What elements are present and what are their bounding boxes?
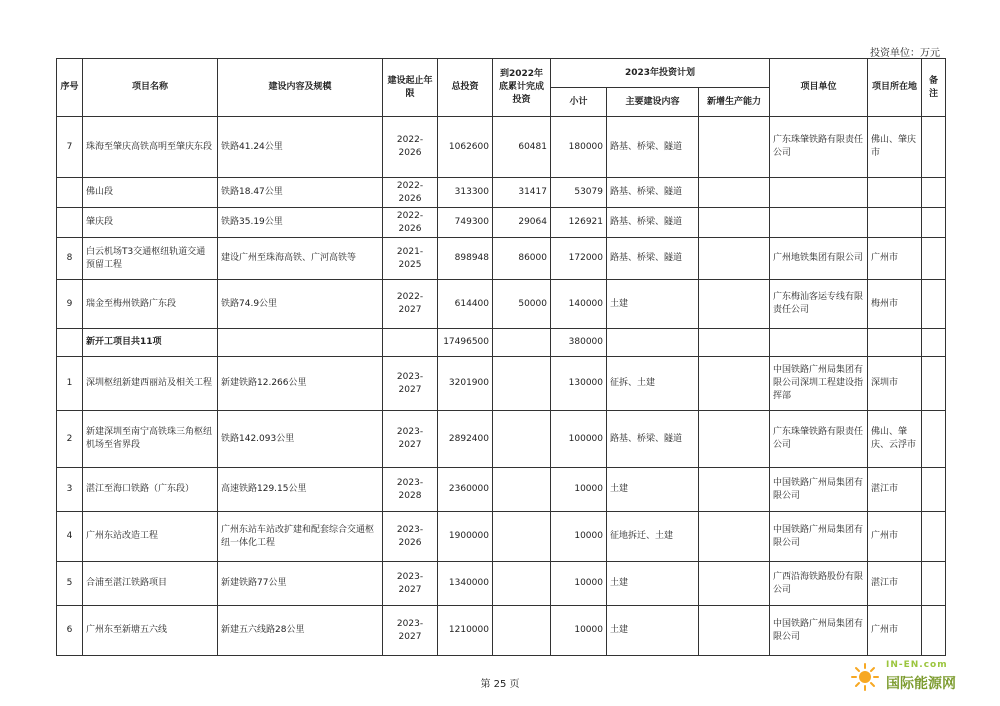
row-owner: 广东珠肇铁路有限责任公司: [770, 117, 868, 178]
row-content: 铁路41.24公里: [218, 117, 383, 178]
row-main-content: 路基、桥梁、隧道: [607, 178, 699, 208]
row-main-content: 土建: [607, 280, 699, 329]
row-remark: [922, 117, 946, 178]
row-period: 2023-2027: [383, 606, 438, 656]
row-total: 749300: [438, 208, 493, 238]
row-remark: [922, 280, 946, 329]
row-total: 614400: [438, 280, 493, 329]
row-done: [493, 468, 551, 512]
row-owner: 广东梅汕客运专线有限责任公司: [770, 280, 868, 329]
col-header-owner: 项目单位: [770, 59, 868, 117]
row-content: 广州东站车站改扩建和配套综合交通枢纽一体化工程: [218, 512, 383, 562]
table-row: [57, 238, 946, 280]
sun-logo-icon: [850, 662, 880, 692]
row-name: 佛山段: [83, 178, 218, 208]
row-name: 新开工项目共11项: [83, 329, 218, 357]
row-total: 1210000: [438, 606, 493, 656]
row-owner: [770, 178, 868, 208]
row-name: 合浦至湛江铁路项目: [83, 562, 218, 606]
col-header-done: 到2022年底累计完成投资: [493, 59, 551, 117]
row-no: 1: [57, 357, 83, 411]
row-subtotal: 10000: [551, 468, 607, 512]
row-owner: 中国铁路广州局集团有限公司: [770, 468, 868, 512]
row-period: 2022-2027: [383, 280, 438, 329]
col-header-location: 项目所在地: [868, 59, 922, 117]
row-content: 铁路18.47公里: [218, 178, 383, 208]
watermark-cn: 国际能源网: [886, 676, 956, 692]
row-remark: [922, 329, 946, 357]
row-period: [383, 329, 438, 357]
col-header-remark: 备注: [922, 59, 946, 117]
investment-table: [56, 58, 946, 656]
row-remark: [922, 411, 946, 468]
table-row: [57, 329, 946, 357]
row-done: [493, 411, 551, 468]
row-period: 2023-2027: [383, 411, 438, 468]
row-done: [493, 357, 551, 411]
row-owner: 中国铁路广州局集团有限公司: [770, 512, 868, 562]
row-no: 2: [57, 411, 83, 468]
table-body: [57, 117, 946, 656]
row-owner: 中国铁路广州局集团有限公司: [770, 606, 868, 656]
row-no: 6: [57, 606, 83, 656]
row-total: 1900000: [438, 512, 493, 562]
row-main-content: 土建: [607, 562, 699, 606]
row-remark: [922, 606, 946, 656]
row-name: 深圳枢纽新建西丽站及相关工程: [83, 357, 218, 411]
row-name: 湛江至海口铁路（广东段）: [83, 468, 218, 512]
row-subtotal: 380000: [551, 329, 607, 357]
row-total: 1062600: [438, 117, 493, 178]
table-row: [57, 411, 946, 468]
row-period: 2023-2026: [383, 512, 438, 562]
row-subtotal: 130000: [551, 357, 607, 411]
row-capacity: [699, 280, 770, 329]
col-header-name: 项目名称: [83, 59, 218, 117]
row-main-content: [607, 329, 699, 357]
row-name: 广州东站改造工程: [83, 512, 218, 562]
row-period: 2023-2028: [383, 468, 438, 512]
row-content: [218, 329, 383, 357]
row-location: 梅州市: [868, 280, 922, 329]
row-capacity: [699, 357, 770, 411]
row-location: 广州市: [868, 512, 922, 562]
row-location: [868, 178, 922, 208]
row-location: 佛山、肇庆、云浮市: [868, 411, 922, 468]
row-period: 2022-2026: [383, 208, 438, 238]
row-done: [493, 562, 551, 606]
row-capacity: [699, 178, 770, 208]
row-content: 建设广州至珠海高铁、广河高铁等: [218, 238, 383, 280]
row-remark: [922, 208, 946, 238]
table-row: [57, 468, 946, 512]
row-subtotal: 10000: [551, 562, 607, 606]
table-row: [57, 280, 946, 329]
row-name: 肇庆段: [83, 208, 218, 238]
row-period: 2021-2025: [383, 238, 438, 280]
row-owner: 广州地铁集团有限公司: [770, 238, 868, 280]
row-name: 瑞金至梅州铁路广东段: [83, 280, 218, 329]
row-no: 8: [57, 238, 83, 280]
row-main-content: 征地拆迁、土建: [607, 512, 699, 562]
row-name: 珠海至肇庆高铁高明至肇庆东段: [83, 117, 218, 178]
row-period: 2022-2026: [383, 178, 438, 208]
row-location: 广州市: [868, 238, 922, 280]
row-no: 7: [57, 117, 83, 178]
row-content: 高速铁路129.15公里: [218, 468, 383, 512]
row-name: 白云机场T3交通枢纽轨道交通预留工程: [83, 238, 218, 280]
col-header-content: 建设内容及规模: [218, 59, 383, 117]
row-main-content: 路基、桥梁、隧道: [607, 208, 699, 238]
row-content: 铁路142.093公里: [218, 411, 383, 468]
col-header-total: 总投资: [438, 59, 493, 117]
row-done: 29064: [493, 208, 551, 238]
row-no: [57, 178, 83, 208]
row-name: 广州东至新塘五六线: [83, 606, 218, 656]
table-row: [57, 512, 946, 562]
row-capacity: [699, 117, 770, 178]
row-content: 新建五六线路28公里: [218, 606, 383, 656]
table-row: [57, 178, 946, 208]
col-header-plan2023: 2023年投资计划: [551, 59, 770, 88]
table-row: [57, 208, 946, 238]
row-total: 1340000: [438, 562, 493, 606]
row-subtotal: 53079: [551, 178, 607, 208]
row-no: 9: [57, 280, 83, 329]
row-main-content: 征拆、土建: [607, 357, 699, 411]
row-remark: [922, 468, 946, 512]
watermark-logo: [850, 658, 980, 703]
row-no: [57, 329, 83, 357]
row-main-content: 路基、桥梁、隧道: [607, 117, 699, 178]
row-main-content: 路基、桥梁、隧道: [607, 238, 699, 280]
row-content: 铁路35.19公里: [218, 208, 383, 238]
table-row: [57, 117, 946, 178]
row-done: 50000: [493, 280, 551, 329]
row-owner: 中国铁路广州局集团有限公司深圳工程建设指挥部: [770, 357, 868, 411]
col-header-main-content: 主要建设内容: [607, 88, 699, 117]
row-capacity: [699, 606, 770, 656]
row-owner: [770, 208, 868, 238]
row-total: 3201900: [438, 357, 493, 411]
row-remark: [922, 357, 946, 411]
row-owner: 广东珠肇铁路有限责任公司: [770, 411, 868, 468]
row-subtotal: 140000: [551, 280, 607, 329]
col-header-subtotal: 小计: [551, 88, 607, 117]
row-location: 湛江市: [868, 468, 922, 512]
row-total: 2360000: [438, 468, 493, 512]
row-subtotal: 10000: [551, 606, 607, 656]
row-content: 新建铁路12.266公里: [218, 357, 383, 411]
row-location: 佛山、肇庆市: [868, 117, 922, 178]
table-row: [57, 562, 946, 606]
row-total: 898948: [438, 238, 493, 280]
row-subtotal: 180000: [551, 117, 607, 178]
row-no: 4: [57, 512, 83, 562]
row-owner: [770, 329, 868, 357]
row-remark: [922, 512, 946, 562]
row-no: [57, 208, 83, 238]
col-header-no: 序号: [57, 59, 83, 117]
page-number: 第 25 页: [480, 679, 520, 690]
row-main-content: 土建: [607, 468, 699, 512]
row-name: 新建深圳至南宁高铁珠三角枢纽机场至省界段: [83, 411, 218, 468]
row-period: 2022-2026: [383, 117, 438, 178]
row-done: [493, 329, 551, 357]
watermark-en: IN-EN.com: [886, 660, 948, 670]
row-capacity: [699, 468, 770, 512]
row-total: 2892400: [438, 411, 493, 468]
row-capacity: [699, 562, 770, 606]
row-location: 深圳市: [868, 357, 922, 411]
row-content: 新建铁路77公里: [218, 562, 383, 606]
row-done: 86000: [493, 238, 551, 280]
row-capacity: [699, 208, 770, 238]
row-subtotal: 126921: [551, 208, 607, 238]
row-capacity: [699, 512, 770, 562]
row-main-content: 土建: [607, 606, 699, 656]
row-total: 313300: [438, 178, 493, 208]
row-owner: 广西沿海铁路股份有限公司: [770, 562, 868, 606]
row-subtotal: 10000: [551, 512, 607, 562]
row-no: 3: [57, 468, 83, 512]
col-header-period: 建设起止年限: [383, 59, 438, 117]
table-row: [57, 357, 946, 411]
row-capacity: [699, 411, 770, 468]
row-no: 5: [57, 562, 83, 606]
row-done: [493, 512, 551, 562]
row-location: [868, 208, 922, 238]
row-done: 31417: [493, 178, 551, 208]
row-main-content: 路基、桥梁、隧道: [607, 411, 699, 468]
row-done: 60481: [493, 117, 551, 178]
row-remark: [922, 178, 946, 208]
row-location: 湛江市: [868, 562, 922, 606]
investment-unit-label: 投资单位：万元: [870, 48, 940, 59]
row-total: 17496500: [438, 329, 493, 357]
row-content: 铁路74.9公里: [218, 280, 383, 329]
row-location: [868, 329, 922, 357]
col-header-capacity: 新增生产能力: [699, 88, 770, 117]
row-subtotal: 100000: [551, 411, 607, 468]
row-capacity: [699, 329, 770, 357]
row-location: 广州市: [868, 606, 922, 656]
table-row: [57, 606, 946, 656]
row-period: 2023-2027: [383, 562, 438, 606]
row-remark: [922, 238, 946, 280]
row-remark: [922, 562, 946, 606]
row-subtotal: 172000: [551, 238, 607, 280]
row-capacity: [699, 238, 770, 280]
row-period: 2023-2027: [383, 357, 438, 411]
row-done: [493, 606, 551, 656]
